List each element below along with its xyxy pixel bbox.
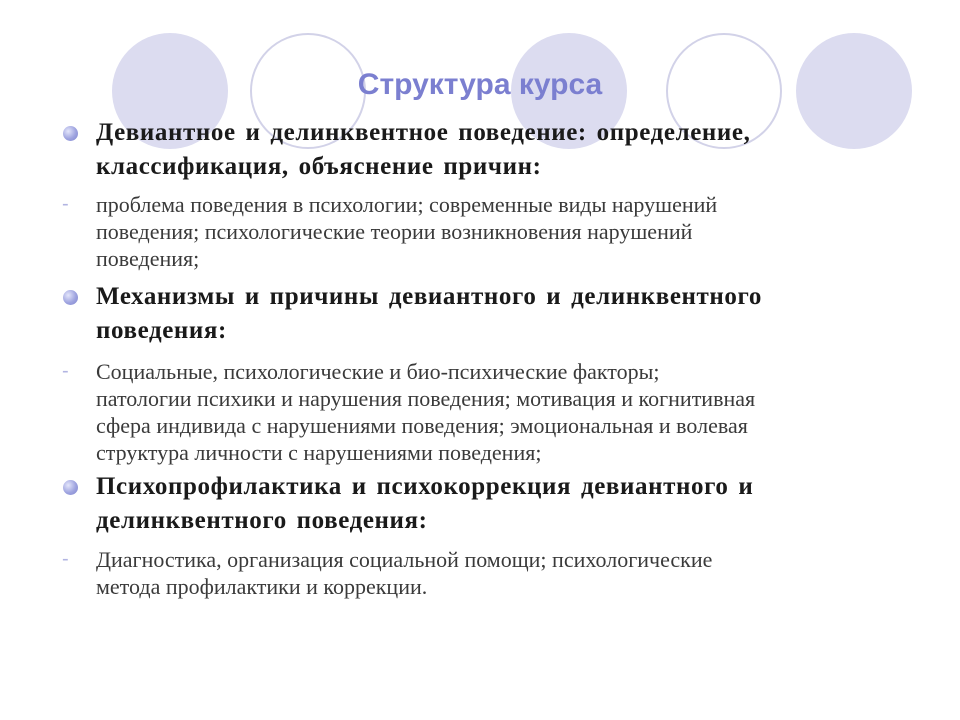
sub-item bbox=[62, 546, 922, 600]
bullet-dot-icon bbox=[63, 126, 78, 141]
bullet-heading-line: поведения: bbox=[96, 317, 227, 344]
dash-marker: - bbox=[62, 548, 69, 570]
bullet-item bbox=[62, 280, 922, 348]
sub-item-line: поведения; bbox=[96, 246, 200, 271]
bullet-heading-line: Психопрофилактика и психокоррекция девиантного и bbox=[96, 473, 754, 500]
bullet-dot-icon bbox=[63, 480, 78, 495]
slide-content bbox=[62, 116, 922, 600]
sub-item-line: патологии психики и нарушения поведения; мотивация и когнитивная bbox=[96, 386, 756, 411]
sub-item-line: сфера индивида с нарушениями поведения; эмоциональная и волевая bbox=[96, 413, 748, 438]
bullet-dot-icon bbox=[63, 290, 78, 305]
bullet-heading-line: Девиантное и делинквентное поведение: определение, bbox=[96, 119, 751, 146]
sub-item-line: Диагностика, организация социальной помощи; психологические bbox=[96, 547, 713, 572]
dash-marker: - bbox=[62, 193, 69, 215]
bullet-item bbox=[62, 116, 922, 184]
bullet-heading-line: классификация, объяснение причин: bbox=[96, 153, 542, 180]
sub-item bbox=[62, 358, 922, 466]
slide-title: Структура курса bbox=[357, 68, 603, 101]
dash-marker: - bbox=[62, 360, 69, 382]
sub-item-line: проблема поведения в психологии; современные виды нарушений bbox=[96, 192, 718, 217]
sub-item-line: структура личности с нарушениями поведения; bbox=[96, 440, 542, 465]
bullet-heading-line: делинквентного поведения: bbox=[96, 507, 428, 534]
bullet-heading-line: Механизмы и причины девиантного и делинквентного bbox=[96, 283, 762, 310]
sub-item-line: метода профилактики и коррекции. bbox=[96, 574, 428, 599]
bullet-item bbox=[62, 470, 922, 538]
sub-item bbox=[62, 191, 922, 272]
sub-item-line: поведения; психологические теории возникновения нарушений bbox=[96, 219, 693, 244]
sub-item-line: Социальные, психологические и био-психические факторы; bbox=[96, 359, 660, 384]
